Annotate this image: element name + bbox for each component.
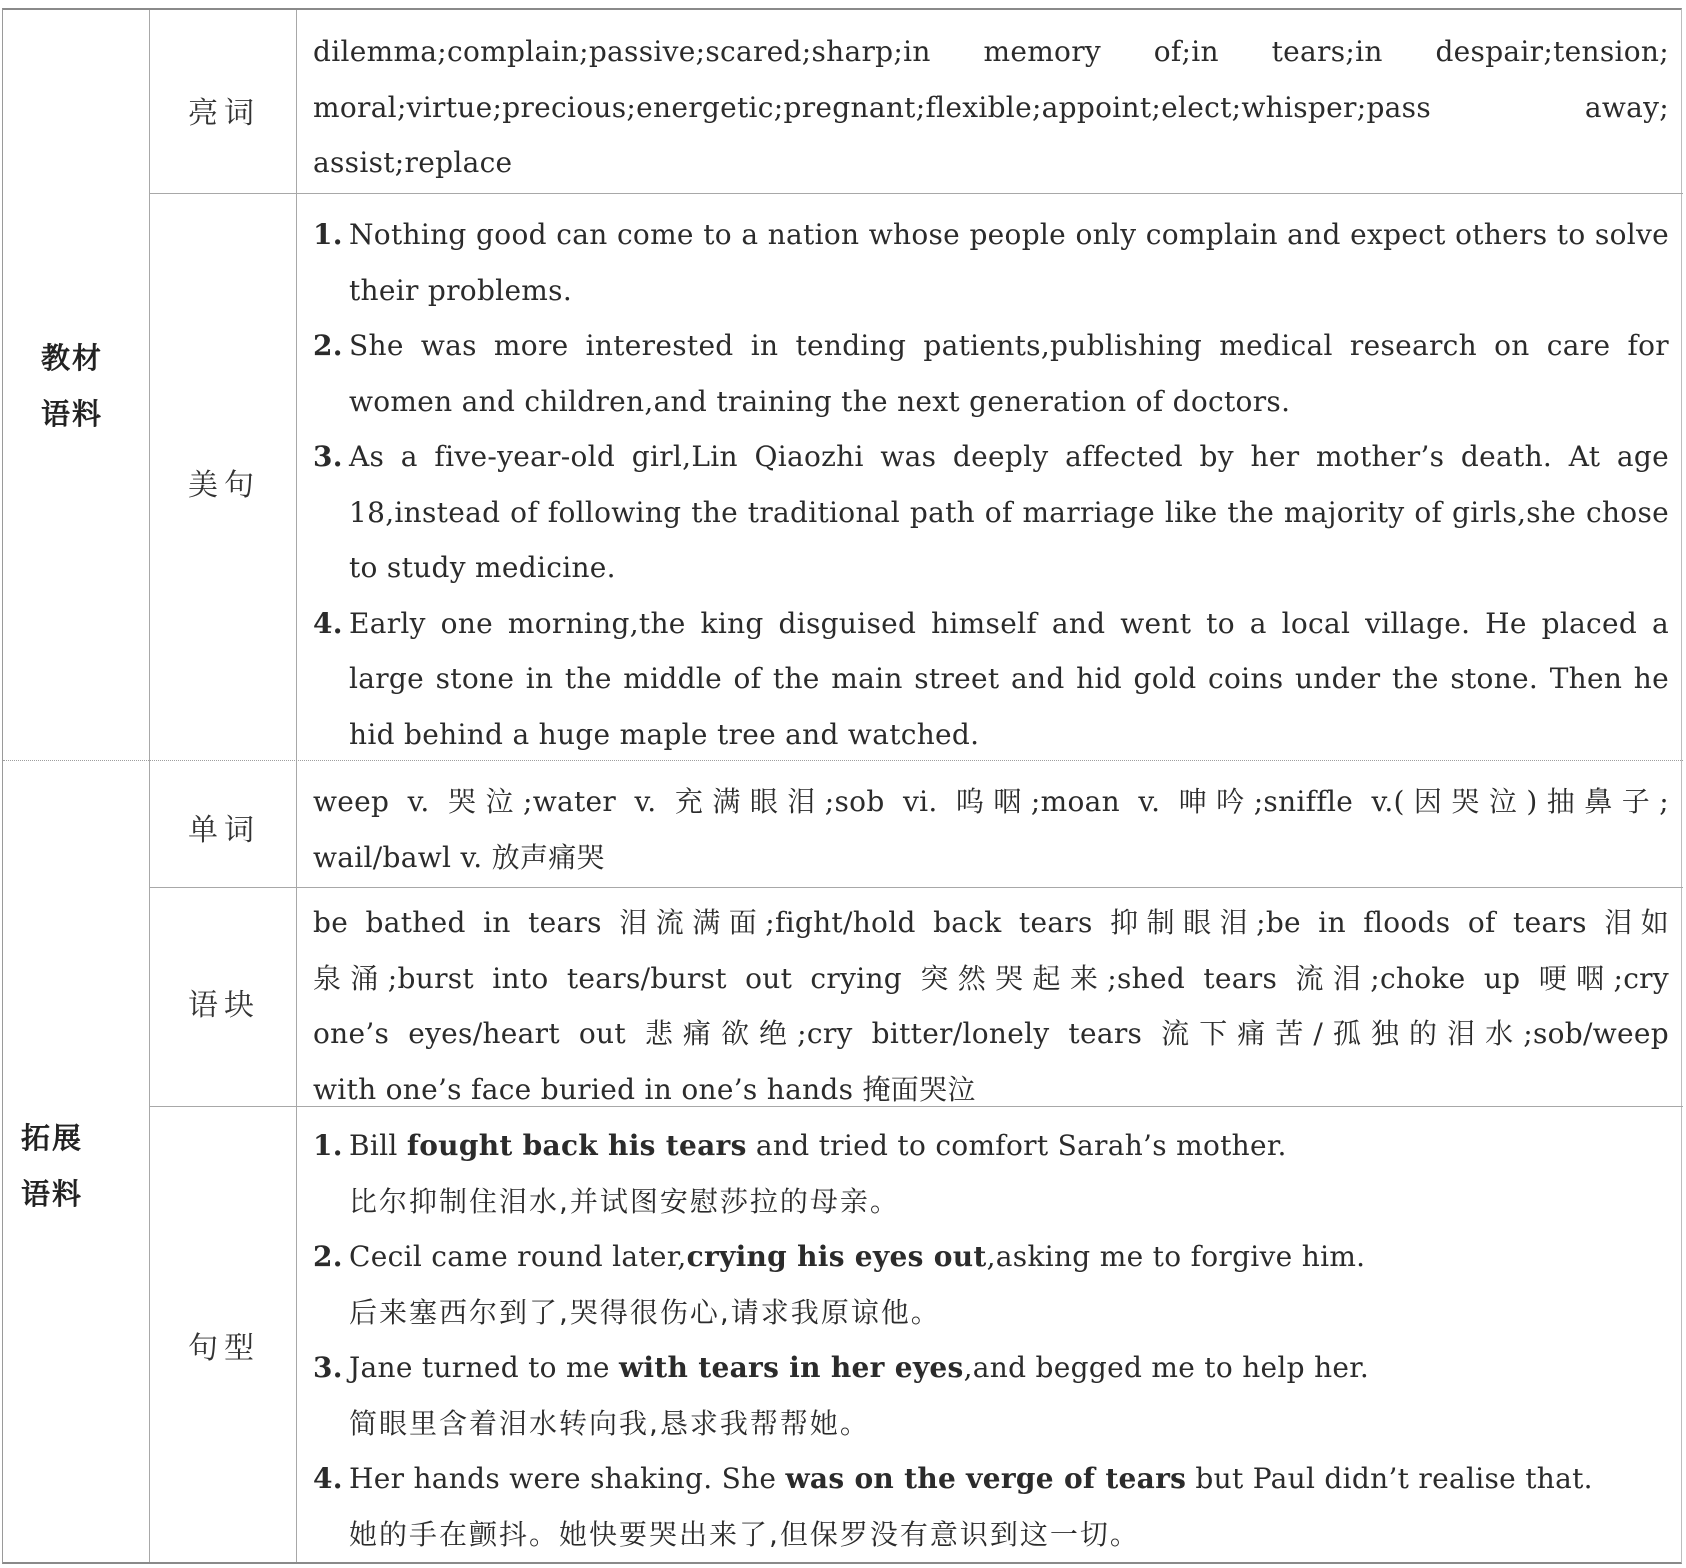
chunk-list-line: one’s eyes/heart out 悲痛欲绝;cry bitter/lonely tears 流下痛苦/孤独的泪水;sob/weep: [313, 1017, 1669, 1050]
pattern-item: [313, 1229, 1669, 1340]
sentence-item: [313, 429, 1669, 596]
key-phrase: with tears in her eyes: [618, 1351, 964, 1384]
sub-label-words: 亮词: [188, 96, 260, 131]
chunk-list-line: 泉涌;burst into tears/burst out crying 突然哭起来;shed tears 流泪;choke up 哽咽;cry: [313, 961, 1669, 995]
textbook-words-content: [313, 24, 1669, 191]
key-phrase: was on the verge of tears: [785, 1462, 1187, 1495]
sentence-text: Nothing good can come to a nation whose people only complain and expect others to solve their problems.: [349, 218, 1669, 307]
item-number: 2.: [313, 329, 343, 362]
column-divider-1: [149, 10, 150, 1562]
word-list-line: wail/bawl v. 放声痛哭: [313, 840, 605, 874]
chunk-list-line: with one’s face buried in one’s hands 掩面哭泣: [313, 1072, 976, 1106]
word-list-line: dilemma;complain;passive;scared;sharp;in memory of;in tears;in despair;tension;: [313, 35, 1669, 68]
word-list-line: assist;replace: [313, 146, 513, 179]
row-divider: [149, 193, 1683, 194]
row-divider: [149, 887, 1683, 888]
word-list-line: weep v. 哭泣;water v. 充满眼泪;sob vi. 呜咽;moan v. 呻吟;sniffle v.(因哭泣)抽鼻子;: [313, 785, 1669, 818]
sub-label-sentences: 美句: [188, 468, 260, 503]
chinese-translation: 后来塞西尔到了,哭得很伤心,请求我原谅他。: [349, 1295, 941, 1329]
word-list-line: moral;virtue;precious;energetic;pregnant;flexible;appoint;elect;whisper;pass away;: [313, 90, 1669, 124]
pattern-item: [313, 1451, 1669, 1562]
vocabulary-table: [2, 8, 1682, 1564]
pattern-item: [313, 1340, 1669, 1451]
sentence-text: As a five-year-old girl,Lin Qiaozhi was deeply affected by her mother’s death. At age 18,instead of following the traditional path of marriage like the majority of girls,she chose to study medicine.: [349, 440, 1669, 584]
category-extension-label: 拓展 语料: [21, 1121, 84, 1211]
item-number: 4.: [313, 606, 343, 640]
extension-patterns-content: [313, 1118, 1669, 1562]
pattern-text: Jane turned to me with tears in her eyes,and begged me to help her. 简眼里含着泪水转向我,恳求我帮帮她。: [349, 1340, 1669, 1451]
item-number: 4.: [313, 1462, 343, 1495]
item-number: 2.: [313, 1240, 343, 1273]
textbook-sentences-content: [313, 207, 1669, 762]
item-number: 1.: [313, 1129, 343, 1162]
sub-label-chunks: 语块: [188, 988, 260, 1023]
sentence-item: [313, 596, 1669, 763]
extension-chunks-content: [313, 895, 1669, 1117]
sub-label-patterns: 句型: [188, 1331, 260, 1366]
sentence-item: [313, 318, 1669, 429]
item-number: 3.: [313, 440, 343, 473]
sub-label-single-words: 单词: [188, 813, 260, 848]
sentence-text: Early one morning,the king disguised himself and went to a local village. He placed a large stone in the middle of the main street and hid gold coins under the stone. Then he hid behind a huge maple tree and watched.: [349, 606, 1669, 751]
pattern-text: Cecil came round later,crying his eyes out,asking me to forgive him. 后来塞西尔到了,哭得很伤心,请求我原谅他。: [349, 1229, 1669, 1340]
chunk-list-line: be bathed in tears 泪流满面;fight/hold back tears 抑制眼泪;be in floods of tears 泪如: [313, 906, 1669, 939]
sentence-text: She was more interested in tending patients,publishing medical research on care for women and children,and training the next generation of doctors.: [349, 329, 1669, 418]
category-textbook-label: 教材 语料: [41, 341, 104, 431]
key-phrase: fought back his tears: [406, 1129, 747, 1162]
sentence-item: [313, 207, 1669, 318]
pattern-item: [313, 1118, 1669, 1229]
chinese-translation: 简眼里含着泪水转向我,恳求我帮帮她。: [349, 1406, 870, 1440]
item-number: 1.: [313, 218, 343, 251]
chinese-translation: 她的手在颤抖。她快要哭出来了,但保罗没有意识到这一切。: [349, 1517, 1140, 1551]
extension-words-content: [313, 774, 1669, 885]
item-number: 3.: [313, 1351, 343, 1384]
column-divider-2: [296, 10, 297, 1562]
pattern-text: Bill fought back his tears and tried to comfort Sarah’s mother. 比尔抑制住泪水,并试图安慰莎拉的母亲。: [349, 1118, 1669, 1229]
chinese-translation: 比尔抑制住泪水,并试图安慰莎拉的母亲。: [349, 1184, 900, 1218]
key-phrase: crying his eyes out: [686, 1240, 987, 1273]
pattern-text: Her hands were shaking. She was on the verge of tears but Paul didn’t realise that. 她的手在颤抖。她快要哭出来了,但保罗没有意识到这一切。: [349, 1451, 1669, 1562]
